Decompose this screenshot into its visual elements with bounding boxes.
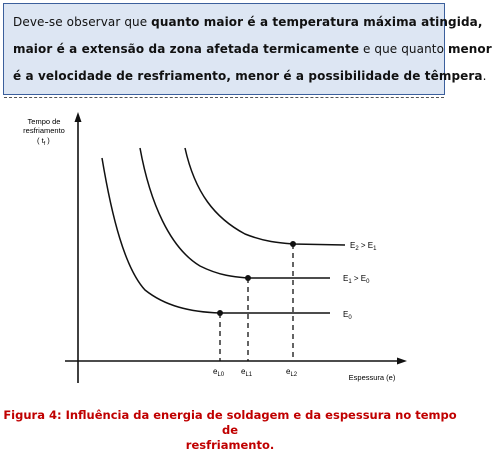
thickness-label-el0: $e_{L0}$ [213, 367, 225, 378]
note-line-1-normal: Deve-se observar que [13, 15, 152, 29]
caption-line-1: Figura 4: Influência da energia de soldagem e da espessura no tempo de [3, 408, 457, 437]
note-line-2 [13, 36, 492, 63]
note-line-1-bold: quanto maior é a temperatura máxima atingida, [151, 15, 483, 29]
y-axis-label-2: resfriamento [23, 126, 65, 135]
curve-e2 [185, 148, 345, 245]
x-axis-label: Espessura (e) [348, 373, 396, 382]
curve-e1 [140, 148, 330, 278]
note-line-2-normal: e que quanto [359, 42, 448, 56]
note-line-2-bold: maior é a extensão da zona afetada termicamente [13, 42, 360, 56]
note-line-1 [13, 9, 483, 36]
cooling-time-diagram [0, 108, 460, 398]
y-axis-arrow-icon [75, 112, 82, 122]
curve-label-e2: $E_2 > E_1$ [350, 241, 377, 252]
figure-caption [0, 408, 460, 453]
point-el0 [217, 310, 223, 316]
note-line-3 [13, 63, 487, 90]
note-box [3, 3, 492, 95]
y-axis-label-1: Tempo de [27, 117, 61, 126]
point-el2 [290, 241, 296, 247]
curve-label-e0: $E_0$ [343, 310, 352, 321]
curve-label-e1: $E_1 > E_0$ [343, 274, 370, 285]
point-el1 [245, 275, 251, 281]
note-line-3-normal: . [482, 69, 487, 83]
y-axis-label-3: ( $t_f$ ) [37, 136, 50, 147]
thickness-label-el1: $e_{L1}$ [241, 367, 253, 378]
diagram-svg [0, 108, 460, 398]
x-axis-arrow-icon [397, 358, 407, 365]
note-line-2-bold-2: menor [447, 42, 492, 56]
thickness-label-el2: $e_{L2}$ [286, 367, 298, 378]
caption-line-2: resfriamento. [185, 438, 275, 452]
curve-e0 [102, 158, 330, 313]
note-line-3-bold: é a velocidade de resfriamento, menor é a possibilidade de têmpera [13, 69, 483, 83]
